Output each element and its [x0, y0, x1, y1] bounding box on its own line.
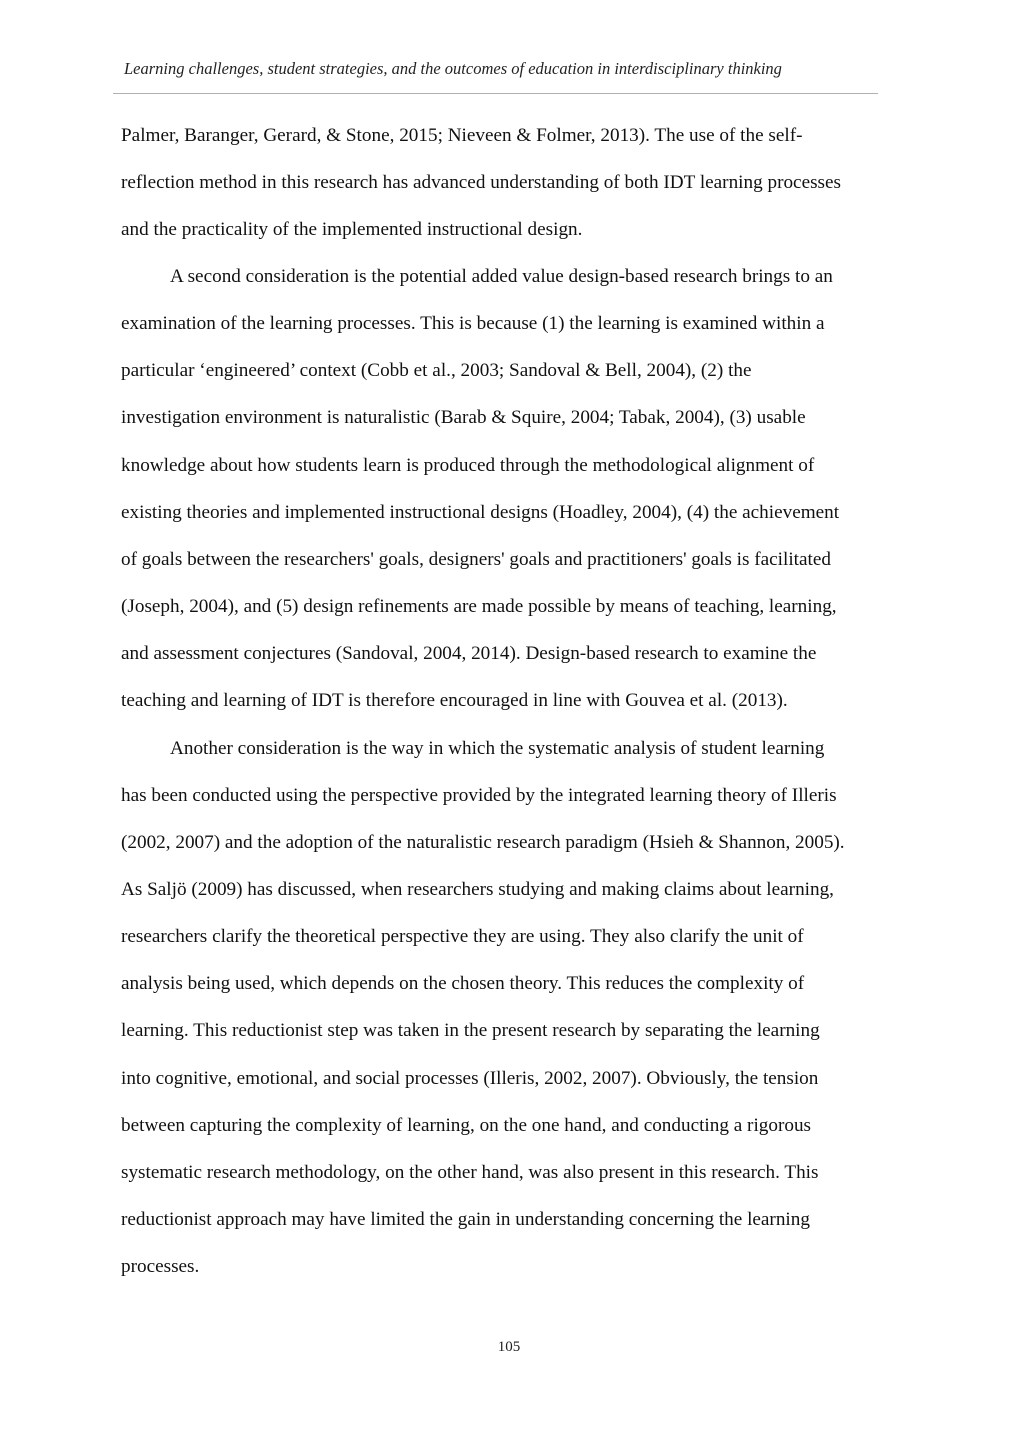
- text-line: into cognitive, emotional, and social processes (Illeris, 2002, 2007). Obviously, the tension: [121, 1068, 819, 1089]
- text-line: between capturing the complexity of learning, on the one hand, and conducting a rigorous: [121, 1115, 812, 1136]
- text-line: reductionist approach may have limited the gain in understanding concerning the learning: [121, 1209, 810, 1230]
- text-line: particular ‘engineered’ context (Cobb et al., 2003; Sandoval & Bell, 2004), (2) the: [121, 360, 752, 381]
- text-line: teaching and learning of IDT is therefore encouraged in line with Gouvea et al. (2013).: [121, 690, 788, 711]
- text-line: investigation environment is naturalistic (Barab & Squire, 2004; Tabak, 2004), (3) usable: [121, 407, 806, 428]
- text-line: existing theories and implemented instructional designs (Hoadley, 2004), (4) the achievement: [121, 502, 840, 523]
- text-line: and assessment conjectures (Sandoval, 2004, 2014). Design-based research to examine the: [121, 643, 817, 664]
- paragraph-first-line: A second consideration is the potential added value design-based research brings to an: [170, 266, 833, 287]
- paragraph-first-line: Another consideration is the way in which the systematic analysis of student learning: [170, 738, 825, 759]
- running-header: Learning challenges, student strategies, and the outcomes of education in interdisciplinary thinking: [124, 59, 782, 78]
- text-line: analysis being used, which depends on the chosen theory. This reduces the complexity of: [121, 973, 805, 994]
- text-line: knowledge about how students learn is produced through the methodological alignment of: [121, 455, 815, 476]
- text-line: processes.: [121, 1256, 200, 1277]
- text-line: (2002, 2007) and the adoption of the naturalistic research paradigm (Hsieh & Shannon, 2005).: [121, 832, 845, 853]
- text-line: reflection method in this research has advanced understanding of both IDT learning processes: [121, 172, 842, 193]
- text-line: examination of the learning processes. This is because (1) the learning is examined within a: [121, 313, 825, 334]
- page-number: 105: [497, 1339, 521, 1355]
- text-line: Palmer, Baranger, Gerard, & Stone, 2015; Nieveen & Folmer, 2013). The use of the self-: [121, 125, 803, 146]
- text-line: learning. This reductionist step was taken in the present research by separating the learning: [121, 1020, 820, 1041]
- text-line: As Saljö (2009) has discussed, when researchers studying and making claims about learning,: [121, 879, 834, 900]
- text-line: has been conducted using the perspective provided by the integrated learning theory of Illeris: [121, 785, 837, 806]
- header-divider: [113, 93, 878, 94]
- text-line: researchers clarify the theoretical perspective they are using. They also clarify the unit of: [121, 926, 804, 947]
- text-line: systematic research methodology, on the other hand, was also present in this research. This: [121, 1162, 819, 1183]
- text-line: of goals between the researchers' goals, designers' goals and practitioners' goals is facilitated: [121, 549, 831, 570]
- text-line: (Joseph, 2004), and (5) design refinements are made possible by means of teaching, learning,: [121, 596, 837, 617]
- text-line: and the practicality of the implemented instructional design.: [121, 219, 583, 240]
